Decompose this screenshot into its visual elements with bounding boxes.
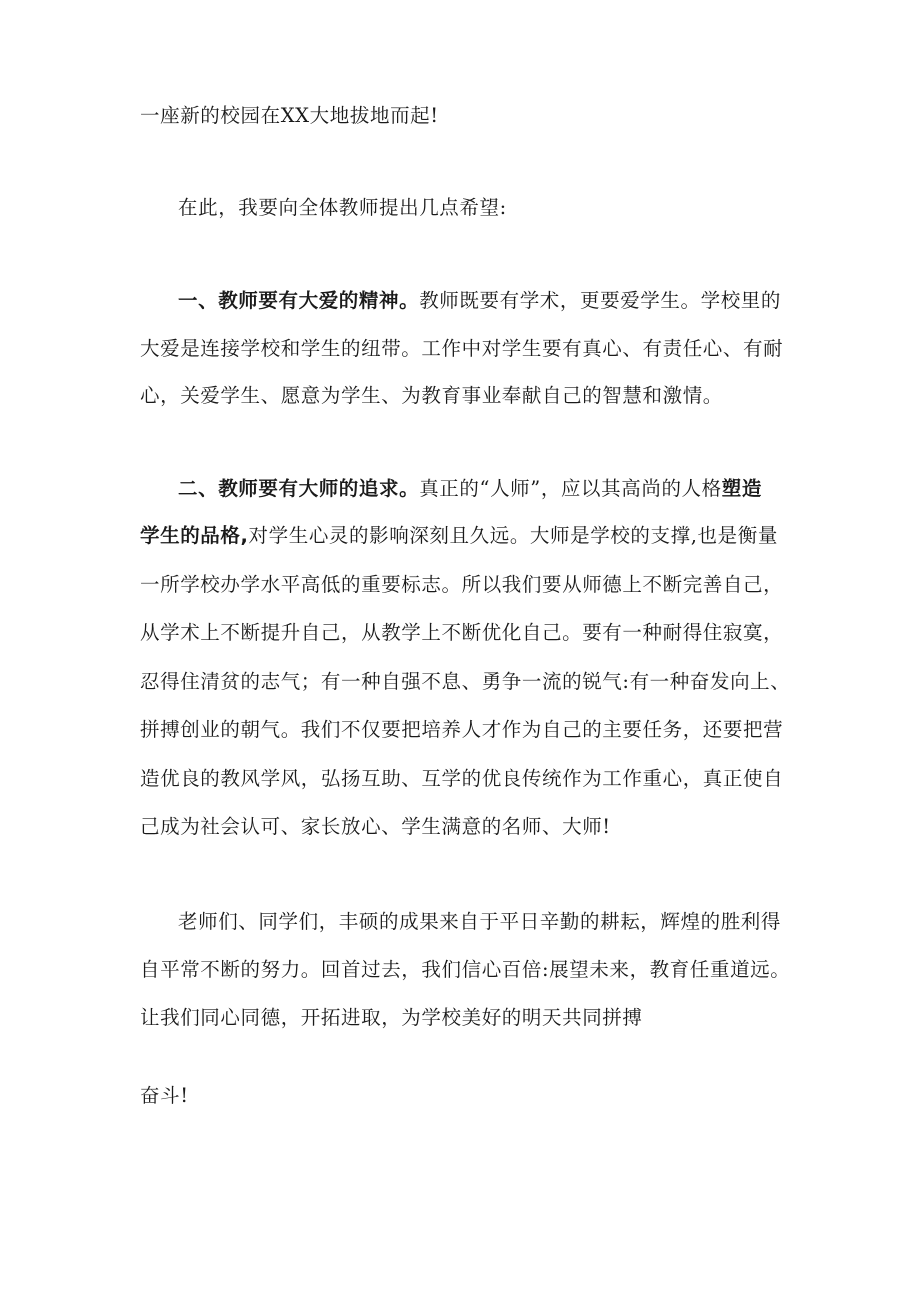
text-line	[140, 337, 783, 361]
line-text: 自平常不断的努力。回首过去，我们信心百倍:展望未来，教育任重道远。	[140, 958, 791, 981]
text-line	[140, 104, 439, 128]
line-text: 造优良的教风学风，弘扬互助、互学的优良传统作为工作重心，真正使自	[140, 767, 784, 790]
text-line	[140, 1084, 189, 1108]
line-text: 大爱是连接学校和学生的纽带。工作中对学生要有真心、有责任心、有耐	[140, 337, 784, 360]
line-text: 在此，我要向全体教师提出几点希望:	[178, 196, 507, 219]
text-line	[178, 289, 781, 313]
line-text: 心，关爱学生、愿意为学生、为教育事业奉献自己的智慧和激情。	[140, 384, 723, 407]
line-text: 一座新的校园在XX大地拔地而起!	[140, 104, 439, 127]
text-line	[140, 1006, 643, 1030]
line-text: 教师既要有学术，更要爱学生。学校里的	[419, 289, 782, 312]
line-text: 让我们同心同德，开拓进取，为学校美好的明天共同拼搏	[140, 1006, 643, 1029]
text-line	[140, 767, 783, 791]
text-line	[178, 910, 781, 934]
line-text: 真正的“人师”，应以其高尚的人格	[419, 477, 722, 500]
line-text: 老师们、同学们，丰硕的成果来自于平日辛勤的耕耘，辉煌的胜利得	[178, 910, 782, 933]
line-text: 一所学校办学水平高低的重要标志。所以我们要从师德上不断完善自己，	[140, 573, 784, 596]
bold-phrase: 学生的品格,	[140, 524, 249, 547]
bold-heading: 二、教师要有大师的追求。	[178, 477, 420, 500]
line-text: 对学生心灵的影响深刻且久远。大师是学校的支撑,也是衡量	[248, 524, 778, 547]
text-line	[140, 573, 783, 597]
bold-heading: 一、教师要有大爱的精神。	[178, 289, 420, 312]
text-line	[140, 670, 790, 694]
bold-phrase: 塑造	[721, 477, 762, 500]
line-text: 从学术上不断提升自己，从教学上不断优化自己。要有一种耐得住寂寞，	[140, 621, 784, 644]
text-line	[178, 196, 507, 220]
text-line	[140, 621, 783, 645]
line-text: 奋斗!	[140, 1084, 189, 1107]
line-text: 拼搏创业的朝气。我们不仅要把培养人才作为自己的主要任务，还要把营	[140, 718, 784, 741]
text-line	[140, 958, 790, 982]
text-line	[178, 477, 762, 501]
line-text: 忍得住清贫的志气；有一种自强不息、勇争一流的锐气:有一种奋发向上、	[140, 670, 791, 693]
text-line	[140, 384, 723, 408]
text-line	[140, 524, 778, 548]
line-text: 己成为社会认可、家长放心、学生满意的名师、大师!	[140, 815, 611, 838]
text-line	[140, 718, 783, 742]
text-line	[140, 815, 611, 839]
